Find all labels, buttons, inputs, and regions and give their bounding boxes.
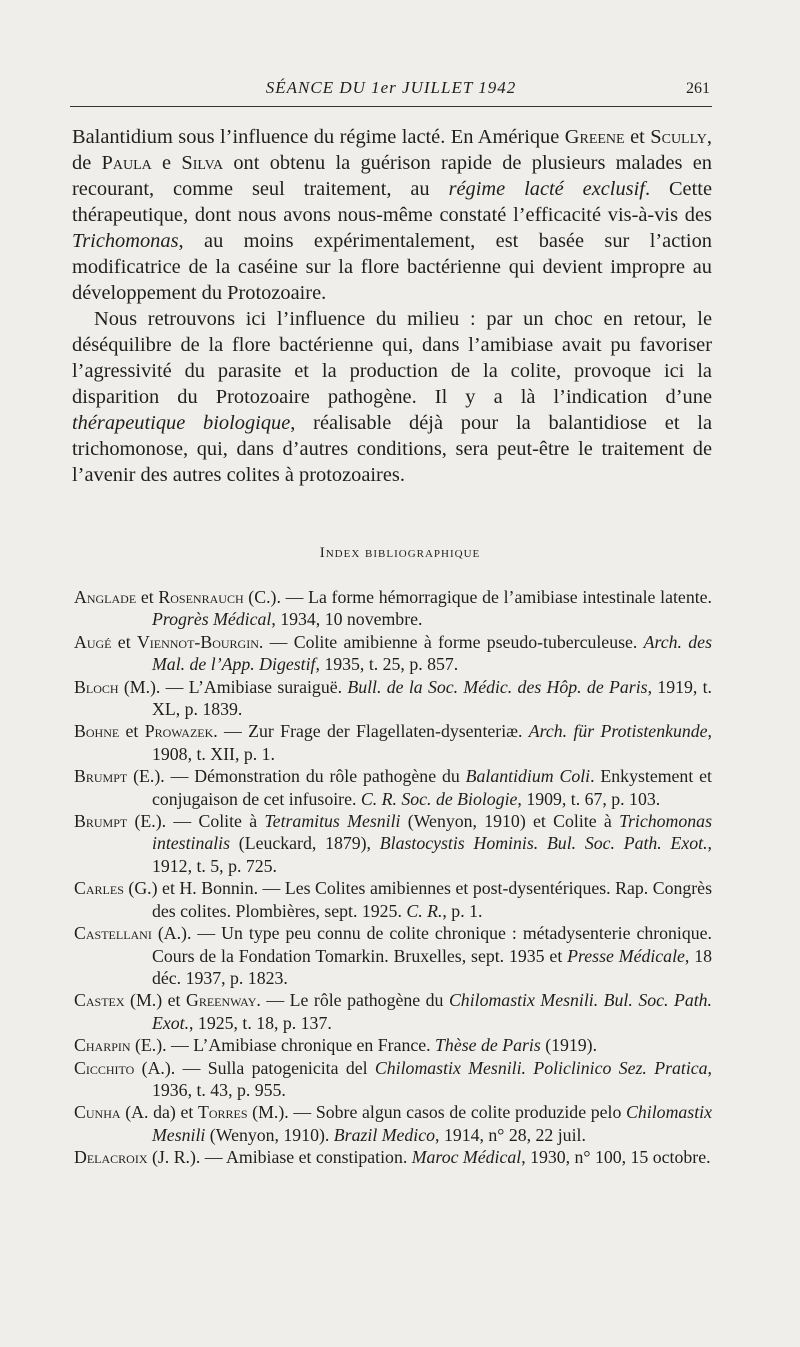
bib-author: Cicchito bbox=[74, 1057, 135, 1078]
italic-term: Trichomonas bbox=[72, 230, 179, 252]
bib-text: , 1919, t. XL, p. 1839. bbox=[152, 676, 713, 720]
text-run: Balantidium sous l’influence du régime lacté. En Amérique bbox=[72, 126, 565, 148]
bib-author: Charpin bbox=[74, 1035, 131, 1056]
bib-title: Progrès Médical bbox=[152, 609, 272, 630]
bib-text: . Enkystement et conjugaison de cet infusoire. bbox=[152, 766, 712, 809]
bib-author: Bloch bbox=[74, 676, 119, 697]
bib-title: C. R. Soc. de Biologie bbox=[360, 788, 518, 809]
author-name: Paula bbox=[101, 152, 152, 174]
bib-title: Chilomastix Mesnili. Bul. Soc. Path. Exot. bbox=[152, 990, 712, 1033]
bib-text: et bbox=[119, 721, 145, 742]
bib-text: (E.). — Démonstration du rôle pathogène du bbox=[127, 766, 466, 787]
bib-entry bbox=[74, 877, 712, 922]
bib-author: Viennot-Bourgin bbox=[136, 631, 259, 652]
page-number: 261 bbox=[686, 80, 710, 97]
italic-term: régime lacté exclusif bbox=[448, 178, 645, 200]
text-run: Nous retrouvons ici l’influence du milieu : par un choc en retour, le déséquilibre de la flore bactérienne qui, dans l’amibiase avait pu favoriser l’agressivité du parasite et la production de la colite, provoque ici la disparition du Protozoaire pathogène. Il y a là l’indication d’une bbox=[72, 308, 712, 408]
body-text bbox=[72, 124, 712, 488]
bib-text: . — Colite amibienne à forme pseudo-tuberculeuse. bbox=[258, 631, 644, 652]
bib-author: Torres bbox=[197, 1102, 248, 1123]
bib-title: Bull. de la Soc. Médic. des Hôp. de Paris bbox=[347, 676, 648, 697]
bib-entry bbox=[74, 586, 712, 631]
text-run: et bbox=[624, 126, 651, 148]
bib-text: (1919). bbox=[540, 1035, 598, 1056]
bib-text: et bbox=[136, 587, 159, 607]
bib-author: Bohne bbox=[74, 721, 120, 742]
bib-title: Thèse de Paris bbox=[435, 1035, 541, 1056]
author-name: Silva bbox=[181, 152, 224, 174]
text-run: , au moins expérimentalement, est basée sur l’action modificatrice de la caséine sur la flore bactérienne qui devient impropre au développement du Protozoaire. bbox=[72, 230, 712, 304]
bib-author: Augé bbox=[74, 631, 112, 652]
bib-text: (E.). — L’Amibiase chronique en France. bbox=[130, 1035, 436, 1056]
bib-author: Greenway bbox=[186, 990, 257, 1011]
bib-title: Trichomonas intestinalis bbox=[152, 811, 712, 854]
running-header bbox=[70, 76, 712, 102]
bib-text: (A.). — Un type peu connu de colite chronique : métadysenterie chronique. Cours de la Fondation Tomarkin. Bruxelles, sept. 1935 et bbox=[151, 923, 712, 966]
bib-text: (A.). — Sulla patogenicita del bbox=[134, 1057, 375, 1078]
text-run: , de bbox=[72, 126, 712, 174]
bib-text: , 1936, t. 43, p. 955. bbox=[152, 1057, 712, 1100]
bib-title: Chilomastix Mesnili. Policlinico Sez. Pratica bbox=[374, 1057, 708, 1078]
bib-entry bbox=[74, 1057, 712, 1102]
bib-title: Tetramitus Mesnili bbox=[264, 811, 401, 832]
bib-title: Chilomastix Mesnili bbox=[152, 1102, 712, 1145]
bib-text: (M.) et bbox=[124, 990, 186, 1011]
bib-text: , 1935, t. 25, p. 857. bbox=[315, 654, 459, 675]
author-name: Greene bbox=[564, 126, 625, 148]
italic-term: thérapeutique biologique bbox=[72, 412, 291, 434]
bib-author: Anglade bbox=[74, 587, 137, 607]
bib-title: Presse Médicale bbox=[567, 945, 685, 966]
bib-entry bbox=[74, 810, 712, 877]
bib-title: Blastocystis Hominis. Bul. Soc. Path. Exot. bbox=[379, 833, 708, 854]
bib-title: Balantidium Coli bbox=[465, 766, 591, 787]
bib-text: (C.). — La forme hémorragique de l’amibiase intestinale latente. bbox=[243, 587, 712, 607]
bib-text: (A. da) et bbox=[120, 1102, 198, 1123]
bib-text: . — Le rôle pathogène du bbox=[256, 990, 449, 1011]
header-rule bbox=[70, 106, 712, 107]
bib-title: C. R. bbox=[406, 900, 443, 921]
text-run: e bbox=[151, 152, 182, 174]
bib-author: Carles bbox=[74, 878, 124, 899]
paragraph-1 bbox=[72, 124, 712, 306]
bib-author: Brumpt bbox=[74, 811, 128, 832]
bib-text: (J. R.). — Amibiase et constipation. bbox=[147, 1147, 412, 1168]
bib-author: Castex bbox=[74, 990, 125, 1011]
bib-text: , 18 déc. 1937, p. 1823. bbox=[152, 945, 713, 988]
bib-text: , p. 1. bbox=[442, 900, 483, 921]
bib-entry bbox=[74, 765, 712, 810]
bib-author: Rosenrauch bbox=[158, 587, 244, 607]
author-name: Scully bbox=[650, 126, 707, 148]
bib-text: (G.) et H. Bonnin. — Les Colites amibiennes et post-dysentériques. Rap. Congrès des colites. Plombières, sept. 1925. bbox=[123, 878, 712, 921]
bib-author: Cunha bbox=[74, 1102, 121, 1123]
bib-author: Prowazek bbox=[144, 721, 214, 742]
bib-entry bbox=[74, 676, 712, 721]
bib-author: Castellani bbox=[74, 923, 152, 944]
bib-text: , 1909, t. 67, p. 103. bbox=[517, 788, 661, 809]
paragraph-2 bbox=[72, 306, 712, 488]
bib-text: , 1934, 10 novembre. bbox=[271, 609, 423, 630]
bib-text: , 1908, t. XII, p. 1. bbox=[152, 721, 712, 764]
bib-title: Maroc Médical bbox=[411, 1147, 522, 1168]
bib-title: Arch. des Mal. de l’App. Digestif bbox=[152, 631, 712, 675]
bib-title: Arch. für Protistenkunde bbox=[528, 721, 708, 742]
bib-text: (Leuckard, 1879), bbox=[230, 833, 380, 854]
bib-text: , 1914, n° 28, 22 juil. bbox=[435, 1124, 586, 1145]
bib-author: Brumpt bbox=[74, 766, 128, 787]
bib-entry bbox=[74, 922, 712, 989]
bib-entry bbox=[74, 989, 712, 1034]
bib-text: (M.). — Sobre algun casos de colite produzide pelo bbox=[247, 1102, 627, 1123]
bibliography bbox=[74, 586, 712, 1169]
bib-entry bbox=[74, 1146, 712, 1168]
text-run: . Cette thérapeutique, dont nous avons nous-même constaté l’efficacité vis-à-vis des bbox=[72, 178, 712, 226]
bib-text: et bbox=[111, 631, 137, 652]
index-heading: Index bibliographique bbox=[319, 545, 481, 561]
bib-text: , 1912, t. 5, p. 725. bbox=[152, 833, 712, 876]
text-run: ont obtenu la guérison rapide de plusieurs malades en recourant, comme seul traitement, au bbox=[72, 152, 712, 200]
bib-entry bbox=[74, 1034, 712, 1056]
bib-entry bbox=[74, 631, 712, 676]
bib-text: (Wenyon, 1910). bbox=[205, 1124, 334, 1145]
bib-title: Brazil Medico bbox=[333, 1124, 436, 1145]
running-title: SÉANCE DU 1er JUILLET 1942 bbox=[265, 78, 517, 97]
bib-text: (M.). — L’Amibiase suraiguë. bbox=[118, 676, 348, 697]
text-run: , réalisable déjà pour la balantidiose et la trichomonose, qui, dans d’autres conditions, sera peut-être le traitement de l’avenir des autres colites à protozoaires. bbox=[72, 412, 712, 486]
bib-text: (Wenyon, 1910) et Colite à bbox=[400, 811, 620, 832]
bib-entry bbox=[74, 1101, 712, 1146]
bib-entry bbox=[74, 720, 712, 765]
bib-text: , 1925, t. 18, p. 137. bbox=[189, 1012, 332, 1033]
bib-text: . — Zur Frage der Flagellaten-dysenteriæ. bbox=[213, 721, 529, 742]
bib-text: , 1930, n° 100, 15 octobre. bbox=[521, 1147, 711, 1168]
bib-text: (E.). — Colite à bbox=[127, 811, 265, 832]
bib-author: Delacroix bbox=[74, 1147, 148, 1168]
